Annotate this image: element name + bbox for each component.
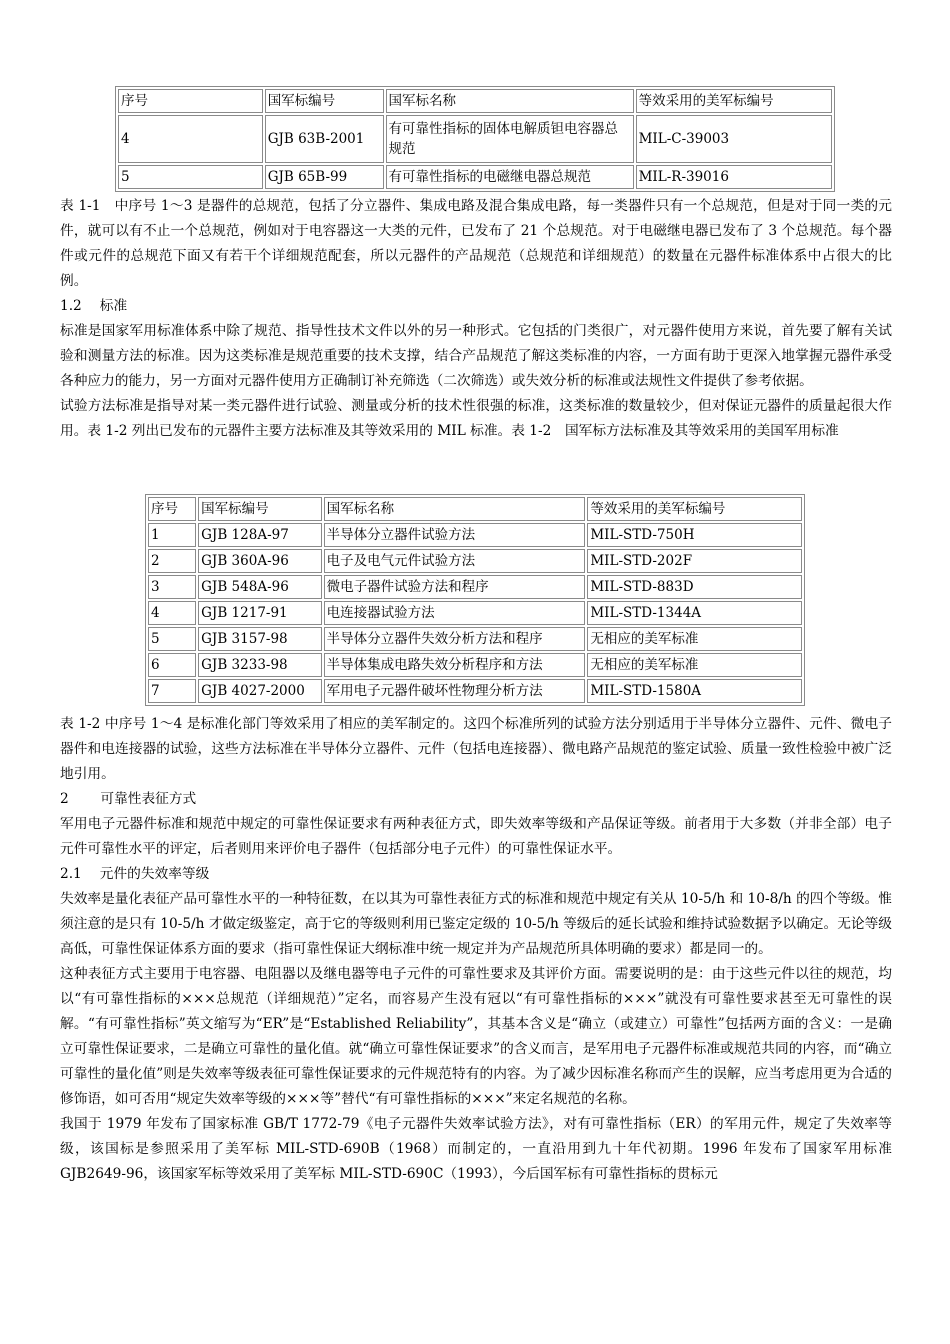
table-cell: 电连接器试验方法 [324, 601, 586, 625]
table-cell: 7 [148, 679, 196, 703]
table-cell: GJB 65B-99 [265, 165, 384, 189]
table-cell: 5 [118, 165, 263, 189]
table-cell: 半导体集成电路失效分析程序和方法 [324, 653, 586, 677]
table-cell: GJB 548A-96 [198, 575, 322, 599]
paragraph: 表 1-1 中序号 1～3 是器件的总规范，包括了分立器件、集成电路及混合集成电路，每一类器件只有一个总规范，但是对于同一类的元件，就可以有不止一个总规范，例如对于电容器这一大类的元件，已发布了 21 个总规范。对于电磁继电器已发布了 3 个总规范。每个器件或元件的总规范下面又有若干个详细规范配套，所以元器件的产品规范（总规范和详细规范）的数量在元器件标准体系中占很大的比例。 [60, 198, 892, 289]
table-cell: 有可靠性指标的固体电解质钽电容器总规范 [386, 115, 634, 163]
table-row [148, 575, 802, 599]
table-header-cell: 国军标名称 [324, 497, 586, 521]
paragraph: 这种表征方式主要用于电容器、电阻器以及继电器等电子元件的可靠性要求及其评价方面。需要说明的是：由于这些元件以往的规范，均以“有可靠性指标的×××总规范（详细规范）”定名，而容易产生没有冠以“有可靠性指标的×××”就没有可靠性要求甚至无可靠性的误解。“有可靠性指标”英文缩写为“ER”是“Established Reliability”，其基本含义是“确立（或建立）可靠性”包括两方面的含义：一是确立可靠性保证要求，二是确立可靠性的量化值。就“确立可靠性保证要求”的含义而言，是军用电子元器件标准或规范共同的内容，而“确立可靠性的量化值”则是失效率等级表征可靠性保证要求的元件规范特有的内容。为了减少因标准名称而产生的误解，应当考虑用更为合适的修饰语，如可否用“规定失效率等级的×××等”替代“有可靠性指标的×××”来定名规范的名称。 [60, 966, 892, 1107]
table-header-cell: 序号 [148, 497, 196, 521]
table-cell: MIL-R-39016 [636, 165, 832, 189]
paragraph: 我国于 1979 年发布了国家标准 GB/T 1772-79《电子元器件失效率试验方法》，对有可靠性指标（ER）的军用元件，规定了失效率等级，该国标是参照采用了美军标 MIL-STD-690B（1968）而制定的，一直沿用到九十年代初期。1996 年发布了国家军用标准 GJB2649-96，该国家军标等效采用了美军标 MIL-STD-690C（1993），今后国军标有可靠性指标的贯标元 [60, 1116, 892, 1182]
table-cell: 电子及电气元件试验方法 [324, 549, 586, 573]
table-cell: 军用电子元器件破坏性物理分析方法 [324, 679, 586, 703]
table-header-cell: 国军标名称 [386, 89, 634, 113]
table-cell: MIL-C-39003 [636, 115, 832, 163]
section-1-1-note [60, 194, 892, 444]
paragraph: 表 1-2 中序号 1～4 是标准化部门等效采用了相应的美军制定的。这四个标准所列的试验方法分别适用于半导体分立器件、元件、微电子器件和电连接器的试验，这些方法标准在半导体分立器件、元件（包括电连接器）、微电路产品规范的鉴定试验、质量一致性检验中被广泛地引用。 [60, 716, 892, 782]
table-cell: 5 [148, 627, 196, 651]
table-cell: 无相应的美军标准 [587, 653, 802, 677]
table-cell: GJB 1217-91 [198, 601, 322, 625]
table-row [148, 627, 802, 651]
body-text [60, 712, 892, 1187]
table-cell: 2 [148, 549, 196, 573]
table-row [118, 165, 832, 189]
table-row [148, 549, 802, 573]
table-cell: 微电子器件试验方法和程序 [324, 575, 586, 599]
table-cell: 1 [148, 523, 196, 547]
section-heading-1-2: 1.2 标准 [60, 298, 128, 314]
table-cell: MIL-STD-202F [587, 549, 802, 573]
paragraph: 军用电子元器件标准和规范中规定的可靠性保证要求有两种表征方式，即失效率等级和产品保证等级。前者用于大多数（并非全部）电子元件可靠性水平的评定，后者则用来评价电子器件（包括部分电子元件）的可靠性保证水平。 [60, 816, 892, 857]
table-cell: MIL-STD-1580A [587, 679, 802, 703]
section-heading-2: 2 可靠性表征方式 [60, 791, 197, 807]
table-cell: MIL-STD-1344A [587, 601, 802, 625]
table-cell: 半导体分立器件试验方法 [324, 523, 586, 547]
table-cell: 有可靠性指标的电磁继电器总规范 [386, 165, 634, 189]
table-row [118, 115, 832, 163]
table-cell: 无相应的美军标准 [587, 627, 802, 651]
standards-table-1 [115, 86, 835, 192]
section-heading-2-1: 2.1 元件的失效率等级 [60, 866, 210, 882]
table-cell: MIL-STD-883D [587, 575, 802, 599]
table-cell: 4 [148, 601, 196, 625]
table-cell: GJB 360A-96 [198, 549, 322, 573]
paragraph: 失效率是量化表征产品可靠性水平的一种特征数，在以其为可靠性表征方式的标准和规范中规定有关从 10-5/h 和 10-8/h 的四个等级。惟须注意的是只有 10-5/h 才做定级鉴定，高于它的等级则利用已鉴定定级的 10-5/h 等级后的延长试验和维持试验数据予以确定。无论等级高低，可靠性保证体系方面的要求（指可靠性保证大纲标准中统一规定并为产品规范所具体明确的要求）都是同一的。 [60, 891, 892, 957]
table-header-cell: 等效采用的美军标编号 [636, 89, 832, 113]
table-cell: 3 [148, 575, 196, 599]
table-cell: 半导体分立器件失效分析方法和程序 [324, 627, 586, 651]
table-cell: 6 [148, 653, 196, 677]
table-header-row [148, 497, 802, 521]
table-cell: MIL-STD-750H [587, 523, 802, 547]
table-row [148, 523, 802, 547]
paragraph: 标准是国家军用标准体系中除了规范、指导性技术文件以外的另一种形式。它包括的门类很广，对元器件使用方来说，首先要了解有关试验和测量方法的标准。因为这类标准是规范重要的技术支撑，结合产品规范了解这类标准的内容，一方面有助于更深入地掌握元器件承受各种应力的能力，另一方面对元器件使用方正确制订补充筛选（二次筛选）或失效分析的标准或法规性文件提供了参考依据。 [60, 323, 892, 389]
table-cell: GJB 3157-98 [198, 627, 322, 651]
table-cell: GJB 63B-2001 [265, 115, 384, 163]
table-header-cell: 序号 [118, 89, 263, 113]
table-cell: GJB 128A-97 [198, 523, 322, 547]
table-row [148, 601, 802, 625]
paragraph: 试验方法标准是指导对某一类元器件进行试验、测量或分析的技术性很强的标准，这类标准的数量较少，但对保证元器件的质量起很大作用。表 1-2 列出已发布的元器件主要方法标准及其等效采用的 MIL 标准。表 1-2 国军标方法标准及其等效采用的美国军用标准 [60, 398, 892, 439]
table-cell: GJB 3233-98 [198, 653, 322, 677]
table-header-cell: 国军标编号 [265, 89, 384, 113]
standards-table-2 [145, 494, 805, 706]
table-header-row [118, 89, 832, 113]
table-header-cell: 国军标编号 [198, 497, 322, 521]
table-row [148, 679, 802, 703]
table-cell: 4 [118, 115, 263, 163]
table-cell: GJB 4027-2000 [198, 679, 322, 703]
table-header-cell: 等效采用的美军标编号 [587, 497, 802, 521]
table-row [148, 653, 802, 677]
